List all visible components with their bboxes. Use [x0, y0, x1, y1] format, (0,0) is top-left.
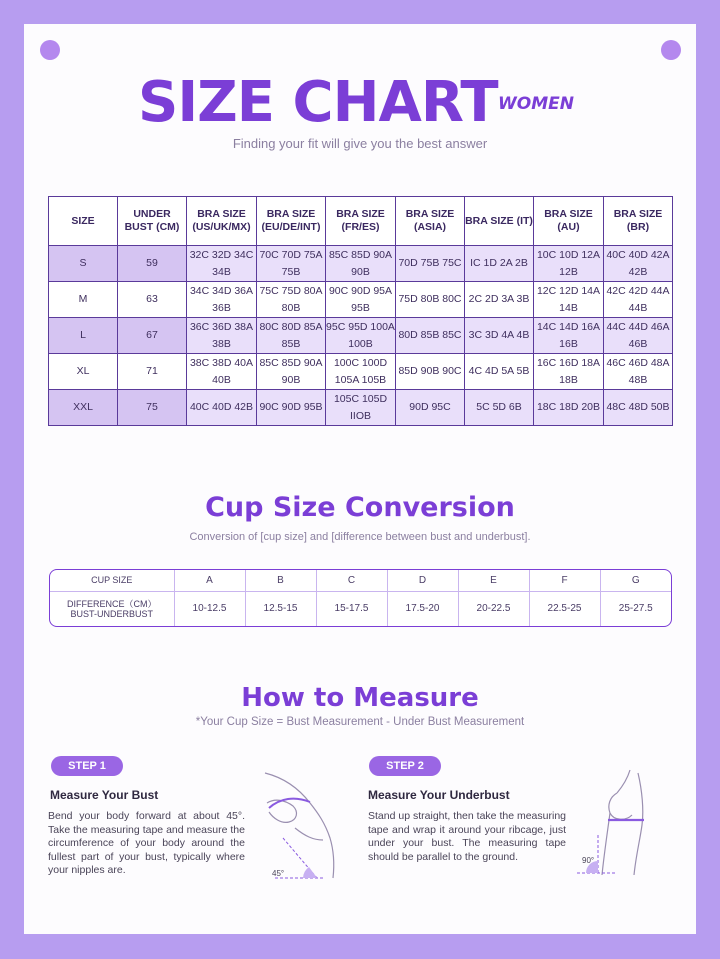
table-cell: 70C 70D 75A 75B [257, 246, 326, 282]
table-cell: 90D 95C [396, 390, 465, 426]
cup-size-row [50, 570, 671, 591]
table-cell: 3C 3D 4A 4B [465, 318, 534, 354]
column-header: BRA SIZE (US/UK/MX) [187, 197, 257, 246]
difference-cell: 25-27.5 [618, 603, 653, 615]
cup-cell: D [387, 570, 458, 591]
table-cell: 80C 80D 85A 85B [257, 318, 326, 354]
underbust-cell: 63 [118, 282, 187, 318]
difference-cell: 10-12.5 [174, 591, 245, 626]
table-row [49, 390, 673, 426]
table-cell: 18C 18D 20B [534, 390, 604, 426]
row-label-line: DIFFERENCE（CM） [67, 598, 157, 609]
table-cell: 85C 85D 90A 90B [326, 246, 396, 282]
pin-dot-left [40, 40, 60, 60]
column-header: BRA SIZE (EU/DE/INT) [257, 197, 326, 246]
table-cell: 14C 14D 16A 16B [534, 318, 604, 354]
table-cell: 100C 100D 105A 105B [326, 354, 396, 390]
size-cell: XXL [49, 390, 118, 426]
column-header: BRA SIZE (BR) [604, 197, 673, 246]
table-cell: 2C 2D 3A 3B [465, 282, 534, 318]
table-row [49, 354, 673, 390]
page-subtitle: Finding your fit will give you the best answer [232, 136, 488, 151]
table-cell: 40C 40D 42A 42B [604, 246, 673, 282]
column-header: UNDER BUST (CM) [118, 197, 187, 246]
underbust-cell: 75 [118, 390, 187, 426]
difference-cell: 15-17.5 [316, 591, 387, 626]
size-table [48, 196, 673, 426]
table-cell: 80D 85B 85C [396, 318, 465, 354]
underbust-cell: 67 [118, 318, 187, 354]
cup-cell: C [316, 570, 387, 591]
difference-cell: 22.5-25 [529, 591, 600, 626]
column-header: BRA SIZE (IT) [465, 197, 534, 246]
table-cell: 85C 85D 90A 90B [257, 354, 326, 390]
step-2-angle-label: 90° [582, 856, 595, 865]
table-cell: 95C 95D 100A 100B [326, 318, 396, 354]
table-cell: 75D 80B 80C [396, 282, 465, 318]
step-1-heading: Measure Your Bust [50, 788, 159, 802]
size-table-header [49, 197, 673, 246]
cup-section-title: Cup Size Conversion [205, 492, 515, 523]
step-2-text: Stand up straight, then take the measuring tape and wrap it around your ribcage, just under your bust. The measuring tape should be parallel to the ground. [368, 810, 566, 863]
row-label-line: BUST-UNDERBUST [70, 608, 153, 619]
column-header: BRA SIZE (ASIA) [396, 197, 465, 246]
cup-conversion-table [49, 569, 672, 627]
table-cell: 10C 10D 12A 12B [534, 246, 604, 282]
table-cell: 48C 48D 50B [604, 390, 673, 426]
pin-dot-right [661, 40, 681, 60]
underbust-cell: 71 [118, 354, 187, 390]
measure-note: *Your Cup Size = Bust Measurement - Under Bust Measurement [195, 716, 525, 728]
row-label [50, 591, 174, 626]
cup-cell: A [174, 570, 245, 591]
difference-row [50, 591, 671, 626]
cup-cell: G [600, 570, 671, 591]
page-title: SIZE CHART [138, 70, 498, 135]
underbust-cell: 59 [118, 246, 187, 282]
cup-section-subtitle: Conversion of [cup size] and [difference between bust and underbust]. [189, 531, 531, 543]
table-cell: 44C 44D 46A 46B [604, 318, 673, 354]
table-row [49, 318, 673, 354]
step-2-heading: Measure Your Underbust [368, 788, 510, 802]
table-cell: 32C 32D 34C 34B [187, 246, 257, 282]
table-cell: 105C 105D IIOB [326, 390, 396, 426]
table-cell: 70D 75B 75C [396, 246, 465, 282]
table-cell: 38C 38D 40A 40B [187, 354, 257, 390]
table-cell: 36C 36D 38A 38B [187, 318, 257, 354]
table-cell: 85D 90B 90C [396, 354, 465, 390]
gender-tag: WOMEN [498, 94, 574, 114]
difference-cell: 17.5-20 [387, 591, 458, 626]
step-1-text: Bend your body forward at about 45°. Take the measuring tape and measure the circumference of your body around the fullest part of your bust, typically where your nipples are. [48, 810, 245, 876]
size-cell: M [49, 282, 118, 318]
cup-cell: E [458, 570, 529, 591]
measure-section-title: How to Measure [241, 683, 479, 713]
table-cell: 42C 42D 44A 44B [604, 282, 673, 318]
size-cell: S [49, 246, 118, 282]
column-header: BRA SIZE (AU) [534, 197, 604, 246]
size-cell: XL [49, 354, 118, 390]
size-cell: L [49, 318, 118, 354]
table-cell: 40C 40D 42B [187, 390, 257, 426]
step-1-badge: STEP 1 [51, 756, 123, 776]
row-label: CUP SIZE [50, 570, 174, 591]
bust-measure-illustration [255, 768, 350, 883]
column-header: BRA SIZE (FR/ES) [326, 197, 396, 246]
column-header: SIZE [49, 197, 118, 246]
table-cell: 75C 75D 80A 80B [257, 282, 326, 318]
cup-cell: B [245, 570, 316, 591]
step-1-angle-label: 45° [272, 869, 285, 878]
table-row [49, 282, 673, 318]
difference-cell: 12.5-15 [245, 591, 316, 626]
table-cell: 5C 5D 6B [465, 390, 534, 426]
step-2-badge: STEP 2 [369, 756, 441, 776]
cup-cell: F [529, 570, 600, 591]
table-cell: 46C 46D 48A 48B [604, 354, 673, 390]
table-cell: 90C 90D 95A 95B [326, 282, 396, 318]
table-row [49, 246, 673, 282]
table-cell: 4C 4D 5A 5B [465, 354, 534, 390]
table-cell: 34C 34D 36A 36B [187, 282, 257, 318]
table-cell: 12C 12D 14A 14B [534, 282, 604, 318]
difference-cell: 20-22.5 [458, 591, 529, 626]
table-cell: IC 1D 2A 2B [465, 246, 534, 282]
table-cell: 90C 90D 95B [257, 390, 326, 426]
table-cell: 16C 16D 18A 18B [534, 354, 604, 390]
